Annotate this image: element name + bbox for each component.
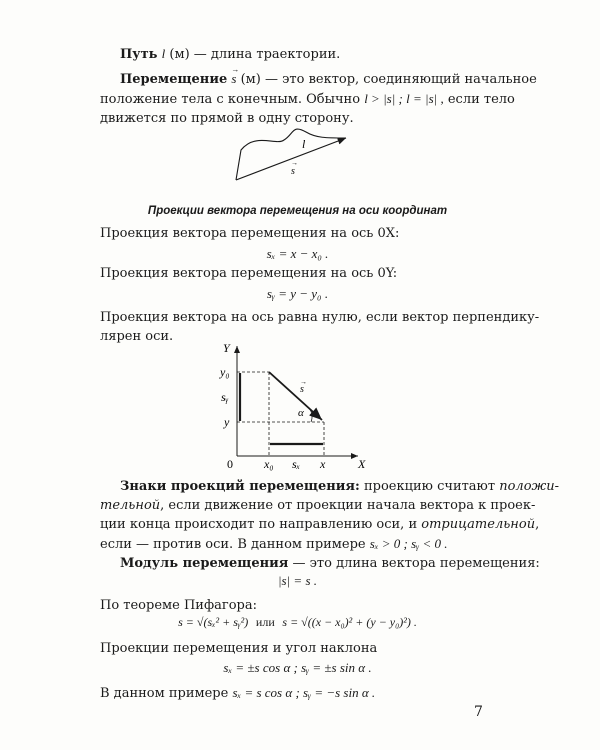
displacement-definition-line-3 (100, 111, 354, 127)
proj-y-formula: sᵧ = y − y₀ . (266, 286, 329, 301)
trajectory-figure (228, 126, 358, 188)
path-term: Путь (120, 47, 158, 62)
proj-x-text: Проекция вектора перемещения на ось 0X: (100, 226, 400, 241)
vector-label: s (291, 166, 295, 177)
signs-positive-2: тельной (100, 498, 161, 513)
page-number: 7 (474, 704, 483, 720)
signs-positive-1: положи- (499, 479, 560, 494)
signs-line-2 (100, 498, 535, 514)
displacement-text-2b: если тело (447, 92, 515, 107)
displacement-vector (269, 372, 322, 420)
signs-text-3b: , (535, 517, 540, 532)
displacement-unit: (м) (240, 72, 261, 87)
x0-label: x₀ (264, 457, 274, 471)
signs-text-1a: проекцию считают (363, 479, 496, 494)
signs-text-3a: ции конца происходит по направлению оси, и (100, 517, 418, 532)
sy-label: sᵧ (221, 390, 229, 404)
displacement-symbol: → s (231, 71, 236, 87)
displacement-text-3: движется по прямой в одну сторону. (100, 111, 354, 126)
zero-projection-line-2: лярен оси. (100, 329, 174, 344)
path-unit: (м) (169, 47, 190, 62)
trajectory-label: l (302, 137, 306, 151)
signs-example: sₓ > 0 ; sᵧ < 0 . (369, 536, 448, 551)
displacement-definition-line-1 (120, 71, 537, 88)
x-label: x (320, 457, 326, 471)
y0-label: y₀ (220, 365, 230, 379)
origin-label: 0 (227, 457, 233, 471)
vector-s-label: s (300, 384, 304, 395)
path-text: — длина траектории. (193, 47, 341, 62)
path-symbol: l (161, 46, 166, 61)
pythagoras-formulas (100, 615, 495, 630)
angle-text: Проекции перемещения и угол наклона (100, 641, 378, 656)
modulus-term: Модуль перемещения (120, 556, 289, 571)
signs-line-3 (100, 517, 539, 533)
signs-line-1 (120, 479, 559, 495)
x-axis-label: X (358, 457, 366, 471)
modulus-text: — это длина вектора перемещения: (292, 556, 540, 571)
displacement-definition-line-2 (100, 91, 515, 108)
alpha-label: α (298, 407, 304, 419)
modulus-formula: |s| = s . (277, 573, 318, 588)
projections-heading: Проекции вектора перемещения на оси координат (147, 205, 448, 217)
angle-formula: sₓ = ±s cos α ; sᵧ = ±s sin α . (223, 660, 372, 675)
y-axis-label: Y (223, 341, 230, 355)
example-line (100, 685, 375, 702)
zero-projection-line-1: Проекция вектора на ось равна нулю, если вектор перпендику- (100, 310, 540, 325)
modulus-line (120, 556, 540, 572)
displacement-text-1: — это вектор, соединяющий начальное (265, 72, 537, 87)
signs-negative: отрицательной (421, 517, 536, 532)
sx-label: sₓ (292, 457, 301, 471)
signs-text-4a: если — против оси. В данном примере (100, 537, 366, 552)
displacement-text-2a: положение тела с конечным. Обычно (100, 92, 361, 107)
projection-diagram (212, 340, 382, 472)
displacement-inequality: l > |s| ; l = |s| , (364, 91, 444, 106)
pythagoras-text: По теореме Пифагора: (100, 598, 257, 613)
displacement-term: Перемещение (120, 72, 228, 87)
example-formula: sₓ = s cos α ; sᵧ = −s sin α . (232, 685, 376, 700)
pythagoras-or: или (255, 615, 275, 629)
y-label: y (224, 415, 230, 429)
vector-arrow-mark: → (291, 159, 298, 167)
path-definition (120, 46, 340, 63)
example-text: В данном примере (100, 686, 229, 701)
vector-s-arrow-mark: → (300, 378, 307, 386)
pythagoras-formula-2: s = √((x − x₀)² + (y − y₀)²) . (282, 615, 417, 629)
signs-line-4 (100, 536, 447, 553)
pythagoras-formula-1: s = √(sₓ² + sᵧ²) (178, 615, 249, 629)
signs-text-2b: , если движение от проекции начала вектора к проек- (160, 498, 536, 513)
proj-y-text: Проекция вектора перемещения на ось 0Y: (100, 266, 398, 281)
proj-x-formula: sₓ = x − x₀ . (266, 246, 329, 261)
signs-term: Знаки проекций перемещения: (120, 479, 360, 494)
